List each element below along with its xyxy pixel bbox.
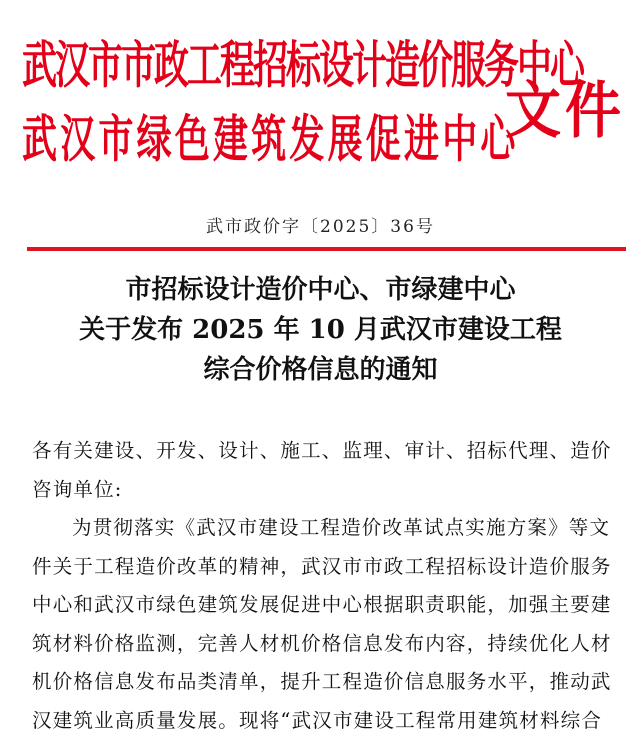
notice-body [32,432,622,740]
issuing-org-1: 武汉市市政工程招标设计造价服务中心 [22,36,584,96]
document-number: 武市政价字〔2025〕36号 [206,217,435,237]
paragraph-line: 中心和武汉市绿色建筑发展促进中心根据职责职能，加强主要建 [32,593,612,616]
paragraph-line: 为贯彻落实《武汉市建设工程造价改革试点实施方案》等文 [72,516,611,539]
notice-title [0,270,641,390]
addressee-line: 咨询单位: [32,477,123,501]
document-label: 文件 [505,74,625,147]
paragraph-line: 筑材料价格监测，完善人材机价格信息发布内容，持续优化人材 [32,631,612,655]
document-letterhead [0,0,641,200]
paragraph-line: 机价格信息发布品类清单，提升工程造价信息服务水平，推动武 [32,670,612,693]
paragraph-line: 件关于工程造价改革的精神，武汉市市政工程招标设计造价服务 [32,554,612,578]
addressee-line: 各有关建设、开发、设计、施工、监理、审计、招标代理、造价 [32,439,612,462]
issuing-org-2: 武汉市绿色建筑发展促进中心 [22,110,519,170]
title-line: 关于发布 2025 年 10 月武汉市建设工程 [79,315,562,345]
paragraph-line: 汉建筑业高质量发展。现将“武汉市建设工程常用建筑材料综合 [32,708,603,732]
title-line: 综合价格信息的通知 [203,355,438,385]
title-line: 市招标设计造价中心、市绿建中心 [125,275,516,305]
red-divider [27,247,626,251]
